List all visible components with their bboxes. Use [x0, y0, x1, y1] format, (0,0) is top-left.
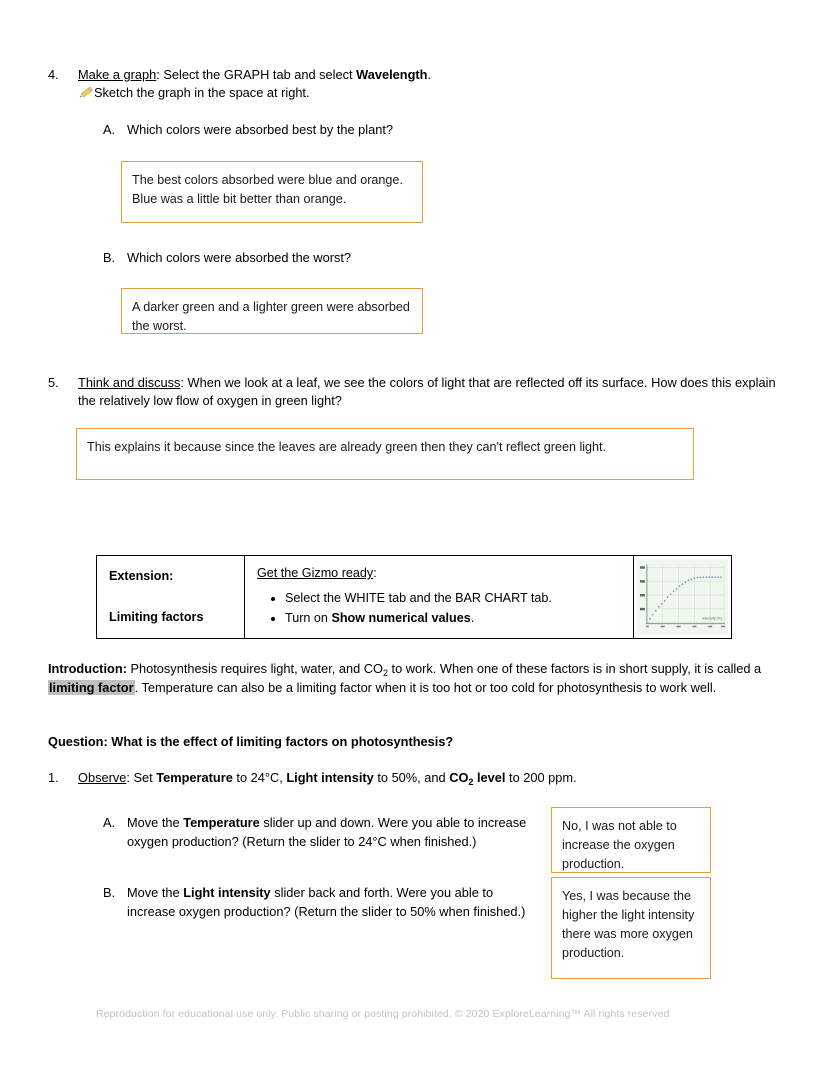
bullet-2-bold: Show numerical values	[331, 610, 471, 625]
introduction-text-2: to work. When one of these factors is in short supply, it is called a	[388, 661, 762, 676]
extension-title: Extension:	[109, 569, 174, 583]
extension-table-left-cell	[97, 556, 245, 638]
question-1-bold3sub: 2	[468, 777, 474, 787]
question-5-number: 5.	[48, 375, 59, 390]
introduction-sub-2: 2	[382, 668, 388, 678]
gizmo-ready-heading	[257, 564, 623, 582]
question-1-sub-b-letter: B.	[103, 885, 116, 900]
question-1-part1: : Set	[126, 770, 157, 785]
question-4-line2: Sketch the graph in the space at right.	[94, 85, 310, 101]
question-1-lead-label: Observe	[78, 770, 127, 785]
extension-subtitle: Limiting factors	[109, 610, 204, 625]
question-1-sub-b	[103, 884, 543, 921]
question-5-lead-label: Think and discuss	[78, 375, 181, 390]
question-1-part4: to 200 ppm.	[505, 770, 577, 785]
question-4-sub-a-letter: A.	[103, 122, 116, 137]
question-5	[48, 374, 776, 410]
question-1-text	[78, 769, 776, 787]
gizmo-ready-colon: :	[373, 566, 377, 580]
question-1-sub-b-pre: Move the	[127, 885, 184, 900]
introduction-paragraph	[48, 660, 778, 698]
question-4-sub-b	[103, 249, 703, 268]
question-4-text	[78, 66, 768, 102]
question-1-sub-a-letter: A.	[103, 815, 116, 830]
answer-box-4b[interactable]: A darker green and a lighter green were absorbed the worst.	[121, 288, 423, 334]
question-1-sub-a-bold: Temperature	[183, 815, 260, 830]
saturation-curve-thumbnail	[637, 559, 728, 635]
question-1-bold3a: CO	[449, 770, 469, 785]
answer-box-1b[interactable]: Yes, I was because the higher the light intensity there was more oxygen production.	[551, 877, 711, 979]
question-4-lead-rest: : Select the GRAPH tab and select	[156, 67, 357, 82]
bullet-2-pre: Turn on	[285, 610, 332, 625]
question-1	[48, 769, 776, 787]
question-1-sub-a	[103, 814, 543, 851]
answer-box-5[interactable]: This explains it because since the leaves are already green then they can't reflect green light.	[76, 428, 694, 480]
question-4-lead-label: Make a graph	[78, 67, 157, 82]
pencil-icon	[78, 86, 93, 99]
answer-box-1a[interactable]: No, I was not able to increase the oxygen production.	[551, 807, 711, 873]
introduction-label: Introduction:	[48, 661, 127, 676]
question-1-bold2: Light intensity	[286, 770, 374, 785]
thumbnail-xlabel: Intensity (%)	[702, 616, 723, 621]
question-1-sub-b-question	[127, 884, 543, 921]
question-1-sub-b-bold: Light intensity	[183, 885, 271, 900]
question-1-part3: to 50%, and	[373, 770, 450, 785]
question-1-sub-a-question	[127, 814, 543, 851]
answer-box-4a[interactable]: The best colors absorbed were blue and orange. Blue was a little bit better than orange.	[121, 161, 423, 223]
list-item	[285, 609, 623, 627]
question-1-bold1: Temperature	[156, 770, 233, 785]
question-5-text	[78, 374, 776, 410]
list-item	[285, 589, 623, 607]
extension-table-thumbnail-cell	[633, 556, 731, 638]
introduction-text-3: . Temperature can also be a limiting factor when it is too hot or too cold for photosynthesis to work well.	[134, 679, 717, 695]
question-heading	[48, 733, 778, 752]
extension-table	[96, 555, 732, 639]
extension-bullet-list	[257, 589, 623, 627]
page-footer: Reproduction for educational use only. Public sharing or posting prohibited. © 2020 ExploreLearning™ All rights reserved	[96, 1008, 670, 1020]
question-4-number: 4.	[48, 67, 59, 82]
question-4-sub-a	[103, 121, 703, 140]
question-4-sub-b-letter: B.	[103, 250, 116, 265]
question-1-sub-a-post: slider up and down. Were you able to increase oxygen production? (Return the slider to 24°C when finished.)	[127, 815, 527, 849]
question-4-sub-b-question: Which colors were absorbed the worst?	[127, 250, 352, 265]
extension-table-instructions-cell	[245, 556, 633, 638]
gizmo-ready-label: Get the Gizmo ready	[257, 566, 374, 580]
introduction-text-1: Photosynthesis requires light, water, and CO	[126, 661, 383, 676]
question-4-lead-bold: Wavelength	[356, 67, 428, 82]
question-5-body: : When we look at a leaf, we see the colors of light that are reflected off its surface. How does this explain the relatively low flow of oxygen in green light?	[78, 375, 776, 409]
question-4-lead-end: .	[427, 67, 432, 82]
question-1-bold3b: level	[473, 770, 506, 785]
question-heading-label: Question:	[48, 734, 108, 749]
limiting-factor-highlight: limiting factor	[49, 679, 134, 695]
bullet-1-text: Select the WHITE tab and the BAR CHART tab.	[285, 591, 552, 606]
bullet-2-post: .	[470, 610, 475, 625]
question-4	[48, 66, 768, 102]
question-1-sub-b-post: slider back and forth. Were you able to increase oxygen production? (Return the slider to 50% when finished.)	[127, 885, 526, 919]
question-1-part2: to 24°C,	[232, 770, 287, 785]
question-4-sub-a-question: Which colors were absorbed best by the plant?	[127, 122, 394, 137]
question-heading-text: What is the effect of limiting factors on photosynthesis?	[107, 734, 454, 749]
question-1-sub-a-pre: Move the	[127, 815, 184, 830]
question-1-number: 1.	[48, 770, 59, 785]
